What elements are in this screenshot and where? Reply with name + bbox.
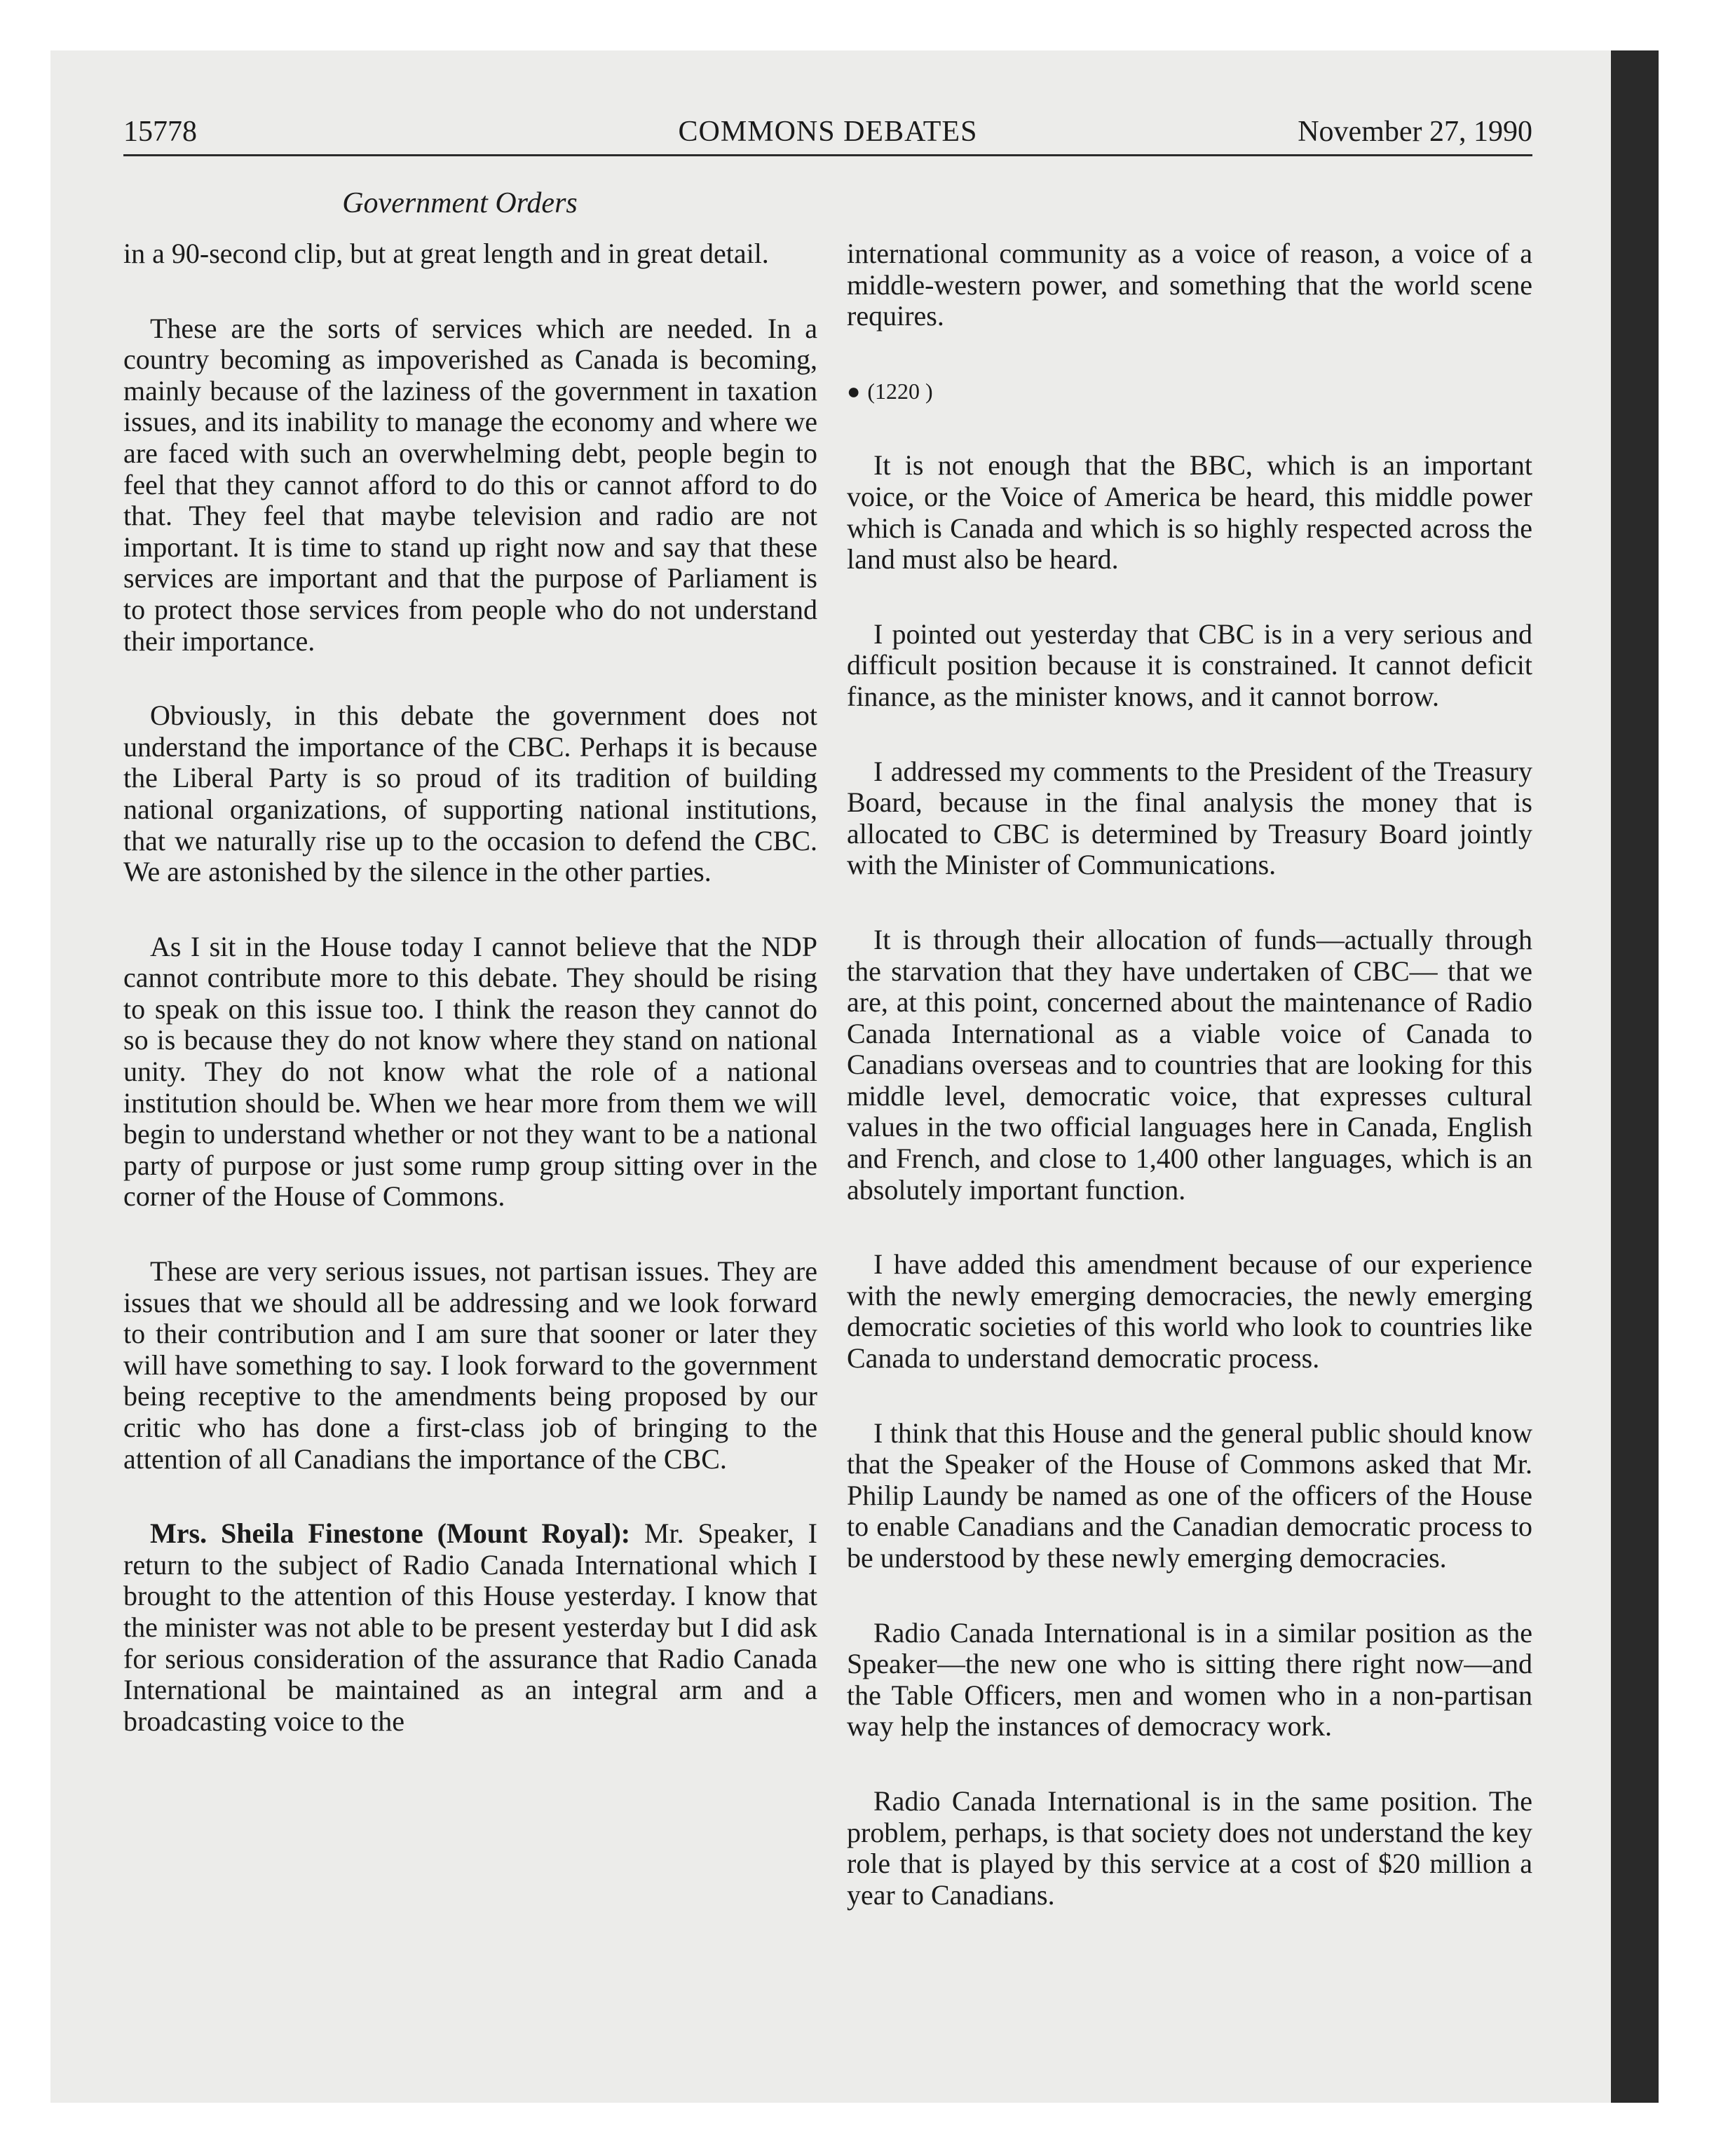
paragraph: I think that this House and the general public should know that the Speaker of the House of Commons asked that Mr. Philip Laundy be named as one of the officers of the House to enable Canadians and the Canadian democratic process to be understood by these newly emerging democracies.: [847, 1417, 1532, 1574]
paragraph: It is not enough that the BBC, which is an important voice, or the Voice of America be heard, this middle power which is Canada and which is so highly respected across the land must also be heard.: [847, 449, 1532, 575]
paragraph: in a 90-second clip, but at great length and in great detail.: [123, 238, 769, 269]
time-marker: [847, 376, 1532, 407]
paragraph: These are the sorts of services which are needed. In a country becoming as impoverished as Canada is becoming, mainly because of the laziness of the government in taxation issues, and its inability to manage the economy and where we are faced with such an overwhelming debt, people begin to feel that they cannot afford to do this or cannot afford to do that. They feel that maybe television and radio are not important. It is time to stand up right now and say that these services are important and that the purpose of Parliament is to protect those services from people who do not understand their importance.: [123, 312, 817, 657]
paragraph: Radio Canada International is in the same position. The problem, perhaps, is that society does not understand the key role that is played by this service at a cost of $20 million a year to Canadians.: [847, 1785, 1532, 1911]
paragraph: It is through their allocation of funds—actually through the starvation that they have undertaken of CBC— that we are, at this point, concerned about the maintenance of Radio Canada International as a viable voice of Canada to Canadians overseas and to countries that are looking for this middle level, democratic voice, that expresses cultural values in the two official languages here in Canada, English and French, and close to 1,400 other languages, which is an absolutely important function.: [847, 923, 1532, 1206]
paragraph: These are very serious issues, not partisan issues. They are issues that we should all be addressing and we look forward to their contribution and I am sure that sooner or later they will have something to say. I look forward to the government being receptive to the amendments being proposed by our critic who has done a first-class job of bringing to the attention of all Canadians the importance of the CBC.: [123, 1255, 817, 1475]
paragraph: As I sit in the House today I cannot believe that the NDP cannot contribute more to this debate. They should be rising to speak on this issue too. I think the reason they cannot do so is because they do not know where they stand on national unity. They do not know what the role of a national institution should be. When we hear more from them we will begin to understand whether or not they want to be a national party of purpose or just some rump group sitting over in the corner of the House of Commons.: [123, 930, 817, 1213]
header-rule: [123, 154, 1532, 156]
section-title: Government Orders: [342, 187, 578, 219]
speaker-text: Mr. Speaker, I return to the subject of Radio Canada International which I brought to the attention of this House yesterday. I know that the minister was not able to be present yesterday but I did ask for serious consideration of the assurance that Radio Canada International be maintained as an integral arm and a broadcasting voice to the: [123, 1517, 817, 1737]
paragraph: Obviously, in this debate the government does not understand the importance of the CBC. Perhaps it is because the Liberal Party is so proud of its tradition of building national organizations, of supporting national institutions, that we naturally rise up to the occasion to defend the CBC. We are astonished by the silence in the other parties.: [123, 700, 817, 888]
left-column: [123, 238, 817, 1780]
time-marker-text: (1220 ): [867, 378, 933, 404]
right-column: [847, 238, 1532, 1954]
bullet-icon: ●: [847, 378, 861, 404]
page-number: 15778: [123, 116, 197, 148]
publication-title: COMMONS DEBATES: [678, 116, 978, 148]
speaker-paragraph: [123, 1518, 817, 1737]
paragraph: international community as a voice of reason, a voice of a middle-western power, and something that the world scene requires.: [847, 238, 1532, 332]
paragraph: I have added this amendment because of our experience with the newly emerging democracies, the newly emerging democratic societies of this world who look to countries like Canada to understand democratic process.: [847, 1248, 1532, 1374]
paragraph: I addressed my comments to the President of the Treasury Board, because in the final analysis the money that is allocated to CBC is determined by Treasury Board jointly with the Minister of Communications.: [847, 755, 1532, 881]
speaker-name: Mrs. Sheila Finestone (Mount Royal):: [150, 1517, 631, 1550]
page-binding-edge: [1611, 50, 1659, 2103]
paragraph: I pointed out yesterday that CBC is in a very serious and difficult position because it is constrained. It cannot deficit finance, as the minister knows, and it cannot borrow.: [847, 618, 1532, 712]
paragraph: Radio Canada International is in a similar position as the Speaker—the new one who is sitting there right now—and the Table Officers, men and women who in a non-partisan way help the instances of democracy work.: [847, 1616, 1532, 1742]
page-header: [123, 111, 1532, 153]
publication-date: November 27, 1990: [1298, 116, 1532, 148]
